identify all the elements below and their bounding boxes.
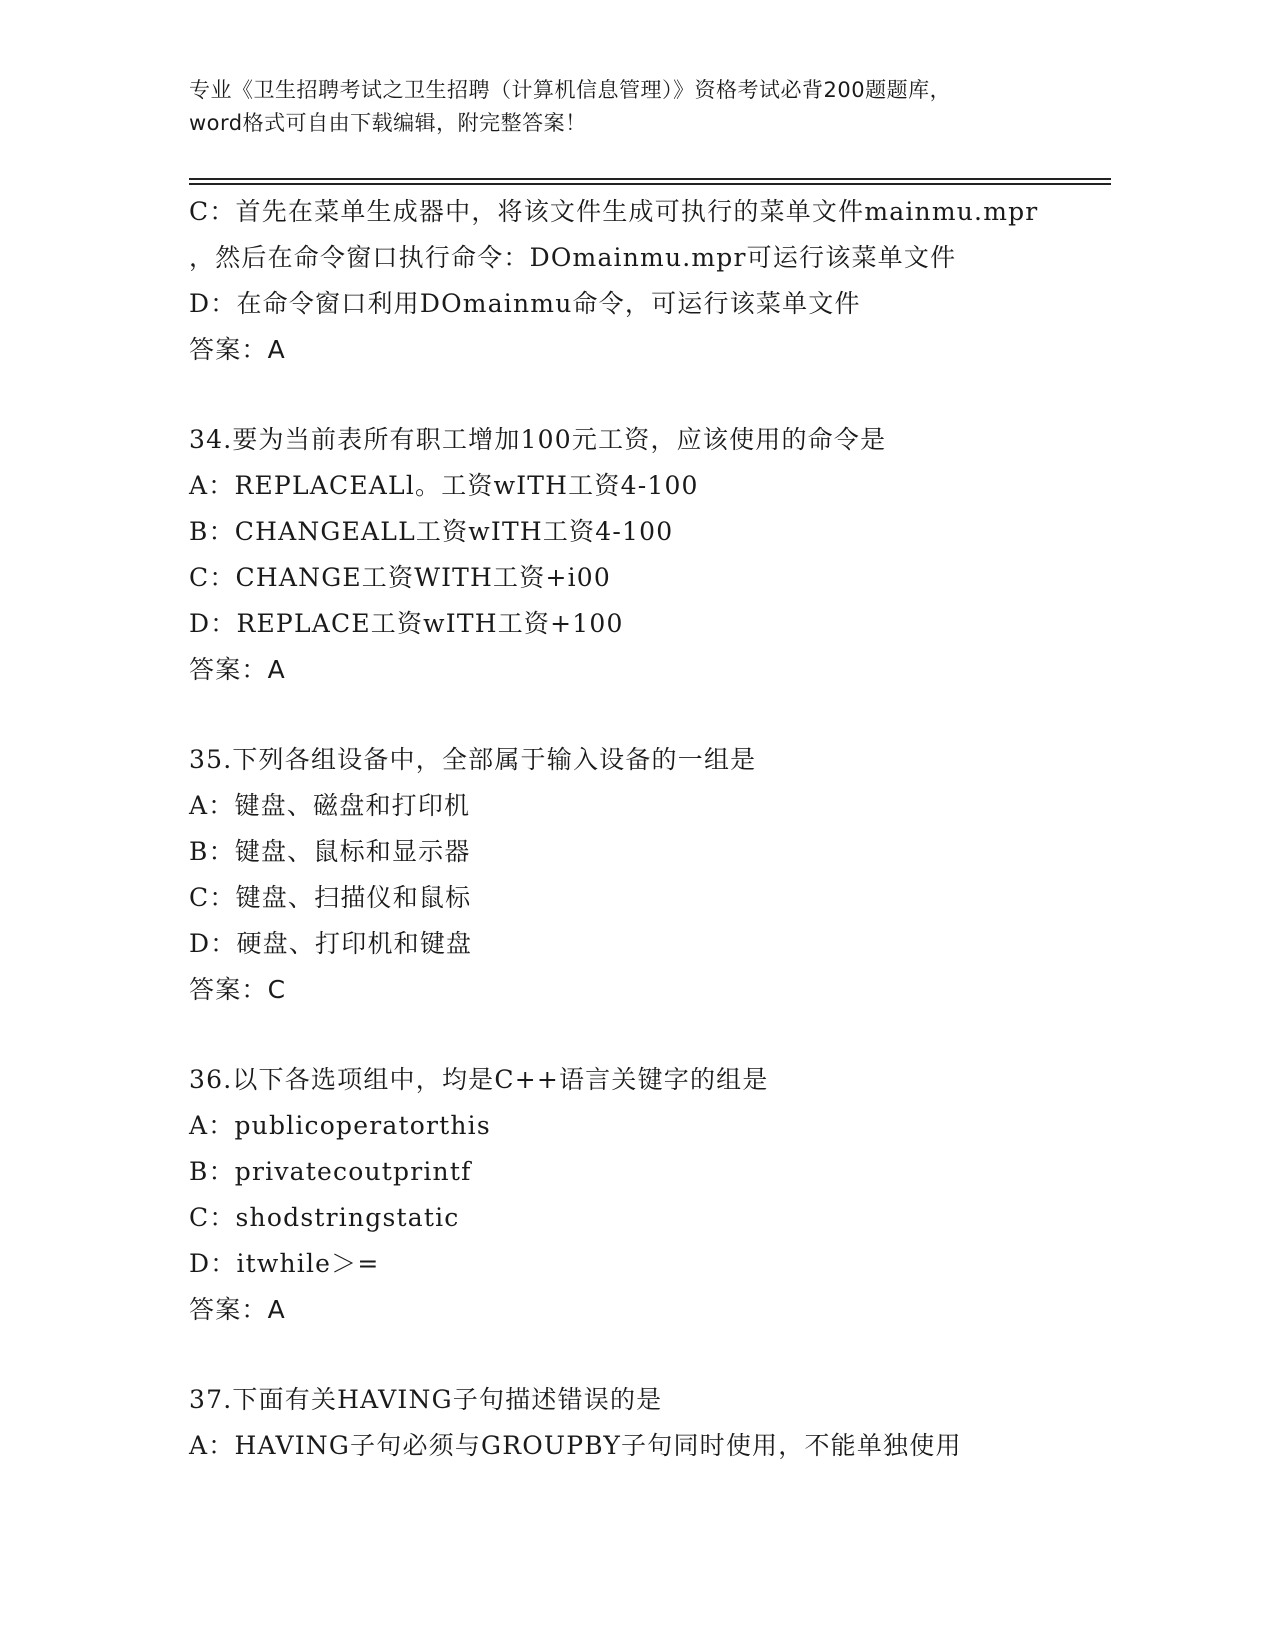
option-d: D：硬盘、打印机和键盘 — [189, 929, 473, 958]
header-divider-bottom — [189, 183, 1111, 185]
question-35 — [189, 737, 1109, 1013]
question-37 — [189, 1377, 1109, 1469]
option-c-continued: ，然后在命令窗口执行命令：DOmainmu.mpr可运行该菜单文件 — [189, 243, 957, 272]
header-divider-top — [189, 178, 1111, 180]
header-title-line-2: word格式可自由下载编辑，附完整答案！ — [189, 111, 587, 135]
option-a: A：HAVING子句必须与GROUPBY子句同时使用，不能单独使用 — [189, 1431, 962, 1460]
option-b: B：privatecoutprintf — [189, 1157, 472, 1186]
question-text: 34.要为当前表所有职工增加100元工资，应该使用的命令是 — [189, 425, 887, 454]
option-c: C：首先在菜单生成器中，将该文件生成可执行的菜单文件mainmu.mpr — [189, 197, 1039, 226]
answer: 答案：A — [189, 1295, 286, 1324]
option-a: A：publicoperatorthis — [189, 1111, 491, 1140]
answer: 答案：A — [189, 655, 286, 684]
option-d: D：itwhile＞= — [189, 1249, 380, 1278]
option-a: A：键盘、磁盘和打印机 — [189, 791, 471, 820]
question-list — [189, 189, 1109, 1469]
question-33-fragment — [189, 189, 1109, 373]
spacer — [189, 693, 1109, 737]
option-a: A：REPLACEALl。工资wITH工资4-100 — [189, 471, 699, 500]
answer: 答案：C — [189, 975, 287, 1004]
question-36 — [189, 1057, 1109, 1333]
option-c: C：CHANGE工资WITH工资+i00 — [189, 563, 612, 592]
option-c: C：shodstringstatic — [189, 1203, 460, 1232]
document-header — [189, 74, 1089, 140]
spacer — [189, 1013, 1109, 1057]
header-title-line-1: 专业《卫生招聘考试之卫生招聘（计算机信息管理）》资格考试必背200题题库， — [189, 78, 952, 102]
option-b: B：CHANGEALL工资wITH工资4-100 — [189, 517, 674, 546]
answer: 答案：A — [189, 335, 286, 364]
option-b: B：键盘、鼠标和显示器 — [189, 837, 471, 866]
question-34 — [189, 417, 1109, 693]
option-d: D：在命令窗口利用DOmainmu命令，可运行该菜单文件 — [189, 289, 861, 318]
spacer — [189, 373, 1109, 417]
question-text: 35.下列各组设备中，全部属于输入设备的一组是 — [189, 745, 757, 774]
option-c: C：键盘、扫描仪和鼠标 — [189, 883, 472, 912]
question-text: 36.以下各选项组中，均是C++语言关键字的组是 — [189, 1065, 769, 1094]
spacer — [189, 1333, 1109, 1377]
option-d: D：REPLACE工资wITH工资+100 — [189, 609, 624, 638]
question-text: 37.下面有关HAVING子句描述错误的是 — [189, 1385, 663, 1414]
